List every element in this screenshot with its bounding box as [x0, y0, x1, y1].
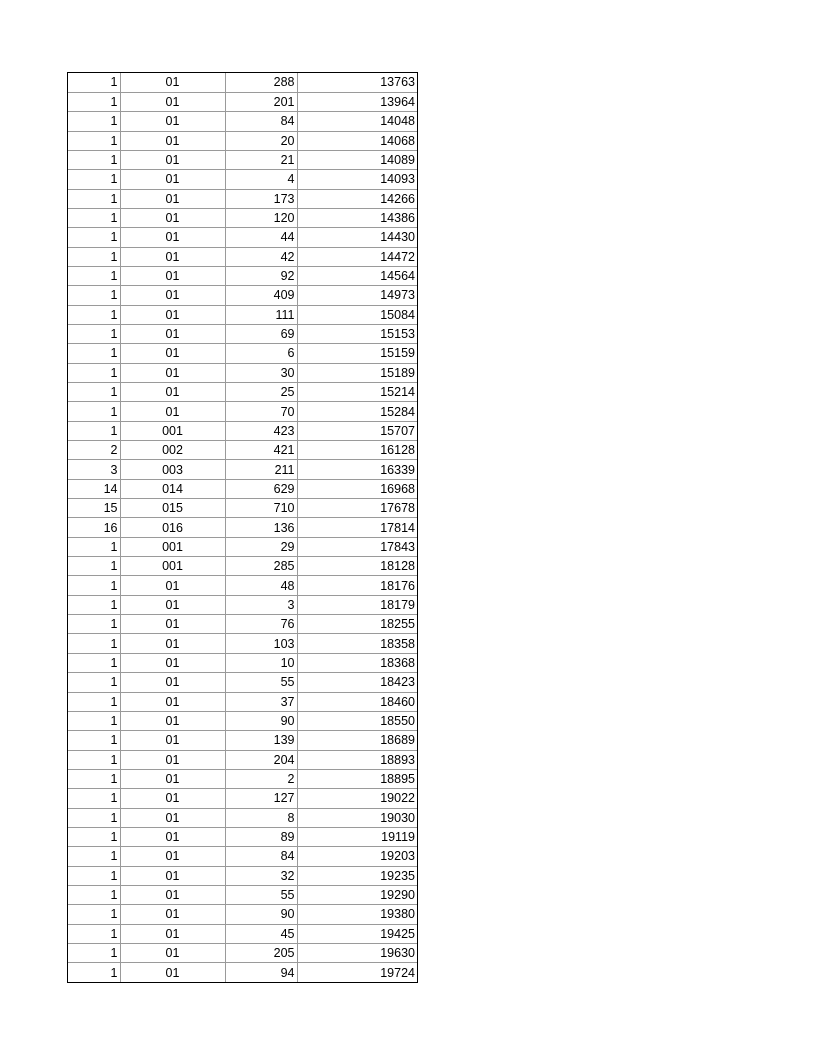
table-row	[68, 943, 417, 962]
amount-cell: 48	[225, 576, 297, 595]
table-row	[68, 131, 417, 150]
table-row	[68, 383, 417, 402]
count-cell: 1	[68, 150, 120, 169]
table-row	[68, 692, 417, 711]
count-cell: 1	[68, 905, 120, 924]
table-row	[68, 808, 417, 827]
code-cell: 01	[120, 228, 225, 247]
count-cell: 1	[68, 808, 120, 827]
running-total-cell: 18368	[297, 653, 417, 672]
count-cell: 1	[68, 634, 120, 653]
code-cell: 002	[120, 441, 225, 460]
table-row	[68, 189, 417, 208]
amount-cell: 32	[225, 866, 297, 885]
count-cell: 3	[68, 460, 120, 479]
code-cell: 001	[120, 537, 225, 556]
amount-cell: 55	[225, 673, 297, 692]
running-total-cell: 19119	[297, 827, 417, 846]
amount-cell: 90	[225, 905, 297, 924]
amount-cell: 94	[225, 963, 297, 982]
count-cell: 1	[68, 866, 120, 885]
code-cell: 01	[120, 866, 225, 885]
table-row	[68, 73, 417, 92]
amount-cell: 421	[225, 441, 297, 460]
table-row	[68, 615, 417, 634]
count-cell: 1	[68, 131, 120, 150]
table-row	[68, 576, 417, 595]
table-row	[68, 653, 417, 672]
count-cell: 1	[68, 789, 120, 808]
running-total-cell: 17843	[297, 537, 417, 556]
running-total-cell: 19203	[297, 847, 417, 866]
amount-cell: 37	[225, 692, 297, 711]
running-total-cell: 18893	[297, 750, 417, 769]
amount-cell: 29	[225, 537, 297, 556]
code-cell: 01	[120, 847, 225, 866]
code-cell: 01	[120, 673, 225, 692]
table-row	[68, 441, 417, 460]
count-cell: 1	[68, 653, 120, 672]
count-cell: 1	[68, 324, 120, 343]
table-row	[68, 499, 417, 518]
code-cell: 01	[120, 73, 225, 92]
running-total-cell: 18460	[297, 692, 417, 711]
table-row	[68, 557, 417, 576]
code-cell: 01	[120, 963, 225, 982]
count-cell: 1	[68, 673, 120, 692]
running-total-cell: 14089	[297, 150, 417, 169]
count-cell: 1	[68, 750, 120, 769]
count-cell: 16	[68, 518, 120, 537]
code-cell: 01	[120, 750, 225, 769]
table-row	[68, 518, 417, 537]
running-total-cell: 17678	[297, 499, 417, 518]
table-row	[68, 266, 417, 285]
running-total-cell: 18128	[297, 557, 417, 576]
code-cell: 015	[120, 499, 225, 518]
code-cell: 01	[120, 170, 225, 189]
amount-cell: 629	[225, 479, 297, 498]
amount-cell: 30	[225, 363, 297, 382]
running-total-cell: 14048	[297, 112, 417, 131]
count-cell: 1	[68, 421, 120, 440]
table-row	[68, 228, 417, 247]
table-row	[68, 673, 417, 692]
table-row	[68, 286, 417, 305]
running-total-cell: 14430	[297, 228, 417, 247]
running-total-cell: 14386	[297, 208, 417, 227]
amount-cell: 8	[225, 808, 297, 827]
code-cell: 01	[120, 344, 225, 363]
count-cell: 1	[68, 827, 120, 846]
code-cell: 016	[120, 518, 225, 537]
running-total-cell: 19235	[297, 866, 417, 885]
code-cell: 01	[120, 305, 225, 324]
amount-cell: 20	[225, 131, 297, 150]
count-cell: 1	[68, 266, 120, 285]
count-cell: 1	[68, 769, 120, 788]
running-total-cell: 14472	[297, 247, 417, 266]
count-cell: 1	[68, 595, 120, 614]
code-cell: 01	[120, 595, 225, 614]
amount-cell: 21	[225, 150, 297, 169]
table-row	[68, 150, 417, 169]
amount-cell: 44	[225, 228, 297, 247]
table-row	[68, 402, 417, 421]
code-cell: 01	[120, 92, 225, 111]
code-cell: 01	[120, 286, 225, 305]
running-total-cell: 14266	[297, 189, 417, 208]
table-row	[68, 208, 417, 227]
amount-cell: 211	[225, 460, 297, 479]
code-cell: 01	[120, 653, 225, 672]
count-cell: 1	[68, 885, 120, 904]
running-total-cell: 18255	[297, 615, 417, 634]
running-total-cell: 18423	[297, 673, 417, 692]
table-row	[68, 866, 417, 885]
table-row	[68, 827, 417, 846]
running-total-cell: 19724	[380, 965, 415, 980]
amount-cell: 76	[225, 615, 297, 634]
table-row	[68, 750, 417, 769]
amount-cell: 103	[225, 634, 297, 653]
code-cell: 01	[120, 112, 225, 131]
count-cell: 1	[68, 402, 120, 421]
table-row	[68, 924, 417, 943]
running-total-cell: 15189	[297, 363, 417, 382]
table-row	[68, 305, 417, 324]
code-cell: 003	[120, 460, 225, 479]
code-cell: 01	[120, 943, 225, 962]
count-cell: 1	[68, 557, 120, 576]
amount-cell: 139	[225, 731, 297, 750]
count-cell: 14	[68, 479, 120, 498]
amount-cell: 69	[225, 324, 297, 343]
running-total-cell: 16968	[297, 479, 417, 498]
count-cell: 1	[68, 924, 120, 943]
code-cell: 001	[120, 557, 225, 576]
code-cell: 01	[120, 692, 225, 711]
amount-cell: 204	[225, 750, 297, 769]
amount-cell: 127	[225, 789, 297, 808]
amount-cell: 4	[225, 170, 297, 189]
count-cell: 1	[68, 963, 120, 982]
count-cell: 1	[68, 189, 120, 208]
table-row	[68, 247, 417, 266]
running-total-cell: 16339	[297, 460, 417, 479]
code-cell: 01	[120, 576, 225, 595]
running-total-cell: 19630	[297, 943, 417, 962]
table-row	[68, 905, 417, 924]
count-cell: 1	[68, 228, 120, 247]
count-cell: 1	[68, 344, 120, 363]
running-total-cell: 13763	[297, 73, 417, 92]
running-total-cell: 18176	[297, 576, 417, 595]
running-total-cell: 18550	[297, 711, 417, 730]
table-row	[68, 595, 417, 614]
code-cell: 01	[120, 808, 225, 827]
amount-cell: 288	[225, 73, 297, 92]
running-total-cell: 16128	[297, 441, 417, 460]
count-cell: 1	[68, 286, 120, 305]
code-cell: 01	[120, 769, 225, 788]
count-cell: 1	[68, 383, 120, 402]
running-total-cell: 19022	[297, 789, 417, 808]
table-row	[68, 421, 417, 440]
amount-cell: 3	[225, 595, 297, 614]
amount-cell: 2	[225, 769, 297, 788]
count-cell: 2	[68, 441, 120, 460]
code-cell: 01	[120, 402, 225, 421]
code-cell: 01	[120, 189, 225, 208]
count-cell: 1	[68, 692, 120, 711]
code-cell: 01	[120, 905, 225, 924]
running-total-cell: 15153	[297, 324, 417, 343]
count-cell: 1	[68, 847, 120, 866]
running-total-cell: 17814	[297, 518, 417, 537]
table-row	[68, 344, 417, 363]
running-total-cell: 19290	[297, 885, 417, 904]
spreadsheet-table-frame	[67, 72, 418, 983]
code-cell: 01	[120, 131, 225, 150]
count-cell: 1	[68, 943, 120, 962]
count-cell: 1	[68, 711, 120, 730]
count-cell: 1	[68, 731, 120, 750]
running-total-cell: 15214	[297, 383, 417, 402]
running-total-cell: 18689	[297, 731, 417, 750]
amount-cell: 136	[225, 518, 297, 537]
amount-cell: 89	[225, 827, 297, 846]
code-cell: 01	[120, 924, 225, 943]
code-cell: 01	[120, 789, 225, 808]
amount-cell: 173	[225, 189, 297, 208]
code-cell: 01	[120, 885, 225, 904]
amount-cell: 423	[225, 421, 297, 440]
amount-cell: 42	[225, 247, 297, 266]
amount-cell: 120	[225, 208, 297, 227]
amount-cell: 10	[225, 653, 297, 672]
amount-cell: 201	[225, 92, 297, 111]
table-row	[68, 731, 417, 750]
table-row	[68, 170, 417, 189]
count-cell: 1	[68, 73, 120, 92]
count-cell: 1	[68, 92, 120, 111]
table-row	[68, 847, 417, 866]
code-cell: 01	[120, 208, 225, 227]
amount-cell: 710	[225, 499, 297, 518]
table-row	[68, 885, 417, 904]
running-total-cell: 13964	[297, 92, 417, 111]
table-row	[68, 363, 417, 382]
amount-cell: 90	[225, 711, 297, 730]
count-cell: 1	[68, 615, 120, 634]
running-total-cell: 19425	[297, 924, 417, 943]
table-row	[68, 963, 417, 982]
table-row	[68, 711, 417, 730]
count-cell: 1	[68, 208, 120, 227]
running-total-cell: 18179	[297, 595, 417, 614]
count-cell: 1	[68, 363, 120, 382]
amount-cell: 205	[225, 943, 297, 962]
running-total-cell: 15084	[297, 305, 417, 324]
amount-cell: 6	[225, 344, 297, 363]
table-row	[68, 479, 417, 498]
amount-cell: 84	[225, 847, 297, 866]
running-total-cell: 14973	[297, 286, 417, 305]
code-cell: 001	[120, 421, 225, 440]
amount-cell: 25	[225, 383, 297, 402]
running-total-cell: 19030	[297, 808, 417, 827]
count-cell: 1	[68, 305, 120, 324]
data-table	[68, 73, 417, 982]
running-total-cell: 15284	[297, 402, 417, 421]
table-row	[68, 112, 417, 131]
count-cell: 1	[68, 112, 120, 131]
amount-cell: 84	[225, 112, 297, 131]
table-row	[68, 92, 417, 111]
running-total-cell: 14093	[297, 170, 417, 189]
table-row	[68, 789, 417, 808]
code-cell: 01	[120, 634, 225, 653]
amount-cell: 55	[225, 885, 297, 904]
code-cell: 01	[120, 827, 225, 846]
table-row	[68, 769, 417, 788]
count-cell: 1	[68, 537, 120, 556]
running-total-cell: 19380	[297, 905, 417, 924]
table-body	[68, 73, 417, 982]
code-cell: 01	[120, 711, 225, 730]
code-cell: 014	[120, 479, 225, 498]
amount-cell: 285	[225, 557, 297, 576]
amount-cell: 92	[225, 266, 297, 285]
count-cell: 1	[68, 170, 120, 189]
table-row	[68, 537, 417, 556]
running-total-cell: 18895	[297, 769, 417, 788]
count-cell: 1	[68, 247, 120, 266]
code-cell: 01	[120, 615, 225, 634]
amount-cell: 111	[225, 305, 297, 324]
table-row	[68, 324, 417, 343]
running-total-cell: 18358	[297, 634, 417, 653]
running-total-cell: 14068	[297, 131, 417, 150]
code-cell: 01	[120, 266, 225, 285]
code-cell: 01	[120, 383, 225, 402]
code-cell: 01	[120, 363, 225, 382]
count-cell: 1	[68, 576, 120, 595]
amount-cell: 409	[225, 286, 297, 305]
running-total-cell: 15707	[297, 421, 417, 440]
amount-cell: 70	[225, 402, 297, 421]
code-cell: 01	[120, 324, 225, 343]
code-cell: 01	[120, 150, 225, 169]
amount-cell: 45	[225, 924, 297, 943]
running-total-cell: 15159	[297, 344, 417, 363]
code-cell: 01	[120, 247, 225, 266]
running-total-cell: 14564	[297, 266, 417, 285]
count-cell: 15	[68, 499, 120, 518]
table-row	[68, 634, 417, 653]
table-row	[68, 460, 417, 479]
code-cell: 01	[120, 731, 225, 750]
